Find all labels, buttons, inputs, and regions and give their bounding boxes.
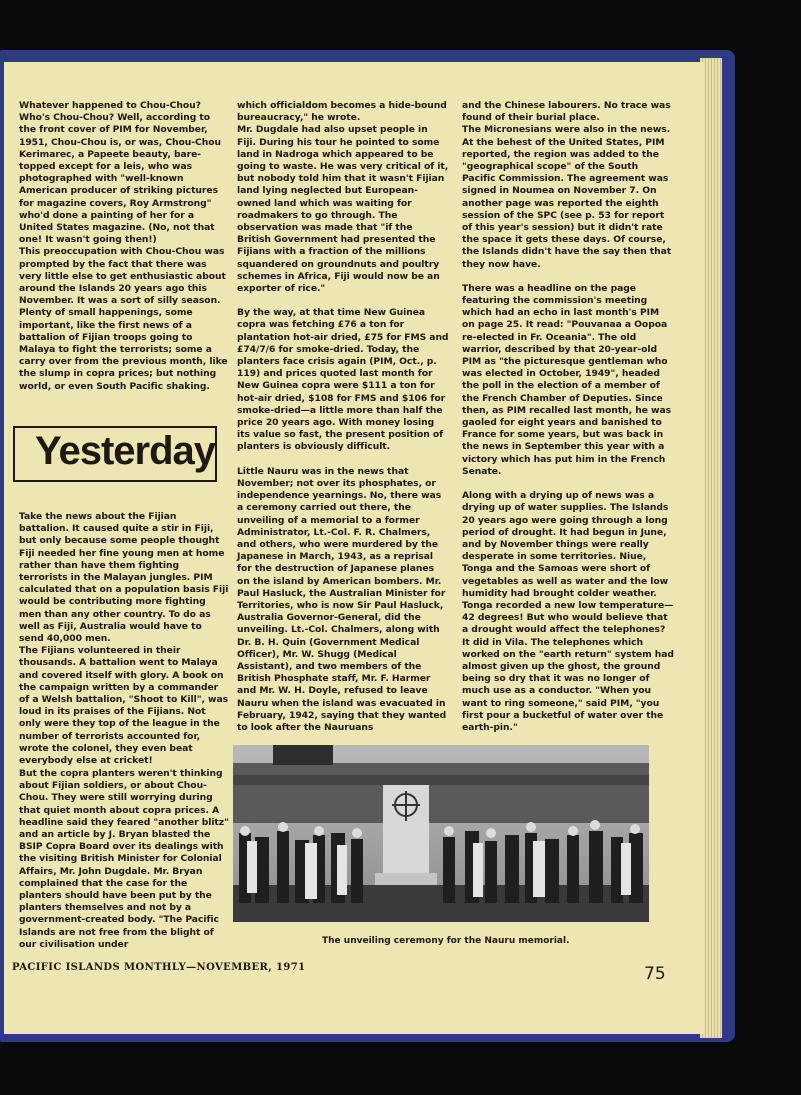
paragraph: Little Nauru was in the news that November; not over its phosphates, or independence yearnings. No, there was a ceremony carried out there, the unveiling of a memorial to a former Administrator, Lt.-Col. F. R. Chalmers, and others, who were murdered by the Japanese in March, 1943, as a reprisal for the destruction of Japanese planes on the island by American bombers. Mr. Paul Hasluck, the Australian Minister for Territories, who is now Sir Paul Hasluck, Australia Governor-General, did the unveiling. Lt.-Col. Chalmers, along with Dr. B. H. Quin (Government Medical Officer), Mr. W. Shugg (Medical Assistant), and two members of the British Phosphate staff, Mr. F. Harmer and Mr. W. H. Doyle, refused to leave Nauru when the island was evacuated in February, 1942, saying that they wanted to look after the Nauruans — [237, 465, 447, 733]
paragraph: The Fijians volunteered in their thousands. A battalion went to Malaya and covered itself with glory. A book on the campaign written by a commander of a Welsh battalion, "Shoot to Kill", was loud in its praises of the Fijians. Not only were they top of the league in the number of terrorists accounted for, wrote the colonel, they even beat everybody else at cricket! — [19, 645, 229, 767]
memorial-photo — [233, 745, 649, 922]
paragraph: This preoccupation with Chou-Chou was prompted by the fact that there was very little else to get enthusiastic about around the Islands 20 years ago this November. It was a sort of silly season. Plenty of small happenings, some important, like the first news of a battalion of Fijian troops going to Malaya to fight the terrorists; some a carry over from the previous month, like the slump in copra prices; but nothing world, or even South Pacific shaking. — [19, 246, 228, 392]
column-3 — [462, 100, 674, 734]
section-heading-box — [13, 426, 217, 482]
paragraph: But the copra planters weren't thinking about Fijian soldiers, or about Chou-Chou. They were still worrying during that quiet month about copra prices. A headline said they feared "another blitz" and an article by J. Bryan blasted the BSIP Copra Board over its dealings with the visiting British Minister for Colonial Affairs, Mr. John Dugdale. Mr. Bryan complained that the case for the planters should have been put by the planters themselves and not by a government-created body. "The Pacific Islands are not free from the blight of our civilisation under — [19, 768, 229, 950]
magazine-page — [4, 62, 704, 1034]
memorial-photo-image — [233, 745, 649, 922]
paragraph: Take the news about the Fijian battalion. It caused quite a stir in Fiji, but only because some people thought Fiji needed her fine young men at home rather than have them fighting terrorists in the Malayan jungles. PIM calculated that on a population basis Fiji would be contributing more fighting men than any other country. To do as well as Fiji, Australia would have to send 40,000 men. — [19, 511, 229, 645]
column-1-middle — [19, 511, 229, 767]
paragraph: and the Chinese labourers. No trace was found of their burial place. — [462, 100, 671, 124]
paragraph: The Micronesians were also in the news. At the behest of the United States, PIM reported, the region was added to the "geographical scope" of the South Pacific Commission. The agreement was signed in Noumea on November 7. On another page was reported the eighth session of the SPC (see p. 53 for report of this year's session) but it didn't rate the space it gets these days. Of course, the Islands didn't have the say then that they now have. — [462, 124, 672, 270]
page-number: 75 — [644, 964, 666, 984]
photo-caption: The unveiling ceremony for the Nauru memorial. — [322, 936, 570, 946]
column-2 — [237, 100, 449, 734]
paragraph: There was a headline on the page featuring the commission's meeting which had an echo in last month's PIM on page 25. It read: "Pouvanaa a Oopoa re-elected in Fr. Oceania". The old warrior, described by that 20-year-old PIM as "the picturesque gentleman who was elected in October, 1949", headed the poll in the election of a member of the French Chamber of Deputies. Since then, as PIM recalled last month, he was gaoled for eight years and banished to France for some years, but was back in the news in September this year with a victory which has put him in the French Senate. — [462, 282, 672, 477]
paragraph: Whatever happened to Chou-Chou? Who's Chou-Chou? Well, according to the front cover of PIM for November, 1951, Chou-Chou is, or was, Chou-Chou Kerimarec, a Papeete beauty, bare-topped except for a leis, who was photographed with "well-known American producer of striking pictures for magazine covers, Roy Armstrong" who'd done a painting of her for a United States magazine. (No, not that one! It wasn't going then!) — [19, 100, 221, 246]
column-1-top — [19, 100, 229, 393]
paragraph: By the way, at that time New Guinea copra was fetching £76 a ton for plantation hot-air dried, £75 for FMS and £74/7/6 for smoke-dried. Today, the planters face crisis again (PIM, Oct., p. 119) and prices quoted last month for New Guinea copra were $111 a ton for hot-air dried, $108 for FMS and $106 for smoke-dried—a little more than half the price 20 years ago. With money losing its value so fast, the present position of planters is obviously difficult. — [237, 307, 449, 453]
paragraph: Along with a drying up of news was a drying up of water supplies. The Islands 20 years ago were going through a long period of drought. It had begun in June, and by November things were really desperate in some territories. Niue, Tonga and the Samoas were short of vegetables as well as water and the low humidity had brought colder weather. Tonga recorded a new low temperature—42 degrees! But who would believe that a drought would affect the telephones? It did in Vila. The telephones which worked on the "earth return" system had almost given up the ghost, the ground being so dry that it was no longer of much use as a conductor. "When you want to ring someone," said PIM, "you first pour a bucketful of water over the earth-pin." — [462, 490, 674, 733]
page-footer: PACIFIC ISLANDS MONTHLY—NOVEMBER, 1971 — [12, 962, 306, 973]
column-1-bottom — [19, 768, 229, 951]
paragraph: which officialdom becomes a hide-bound bureaucracy," he wrote. — [237, 100, 447, 124]
section-heading: Yesterday — [35, 429, 216, 473]
paragraph: Mr. Dugdale had also upset people in Fiji. During his tour he pointed to some land in Nadroga which appeared to be going to waste. He was very critical of it, but nobody told him that it wasn't Fijian land lying neglected but European-owned land which was waiting for roadmakers to go through. The observation was made that "if the British Government had presented the Fijians with a fraction of the millions squandered on groundnuts and poultry schemes in Africa, Fiji would now be an exporter of rice." — [237, 124, 449, 295]
